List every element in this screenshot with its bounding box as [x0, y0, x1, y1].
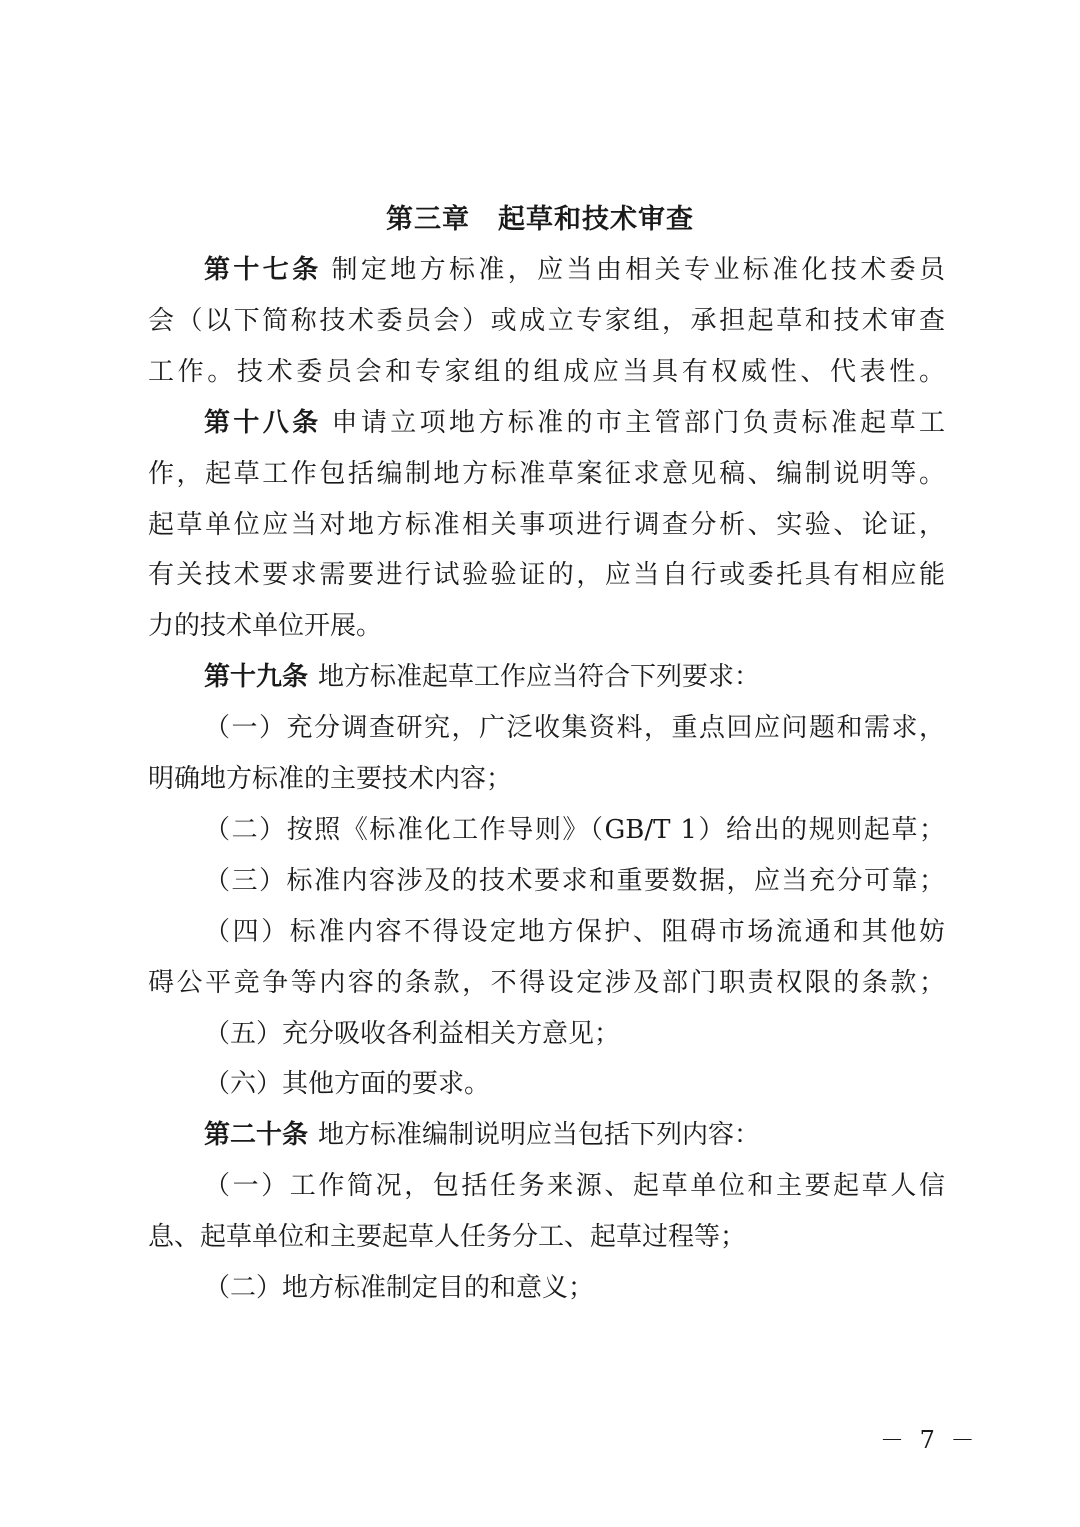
article-label: 第十八条 [204, 407, 322, 438]
line-text: 地方标准编制说明应当包括下列内容： [318, 1120, 761, 1151]
text-line [148, 301, 945, 341]
line-text: 作，起草工作包括编制地方标准草案征求意见稿、编制说明等。 [148, 458, 945, 489]
line-text: 力的技术单位开展。 [148, 611, 383, 642]
text-line [204, 657, 945, 697]
line-text: （二）按照《标准化工作导则》（GB/T 1）给出的规则起草； [204, 814, 945, 845]
text-line [148, 555, 945, 595]
text-line [204, 912, 945, 952]
article-label: 第十七条 [204, 255, 322, 285]
line-text: （一）充分调查研究，广泛收集资料，重点回应问题和需求， [204, 713, 945, 744]
line-text: （二）地方标准制定目的和意义； [204, 1273, 595, 1303]
line-text: （五）充分吸收各利益相关方意见； [204, 1018, 621, 1049]
article-label: 第二十条 [204, 1120, 309, 1151]
text-line [204, 403, 945, 443]
line-text: 有关技术要求需要进行试验验证的，应当自行或委托具有相应能 [148, 560, 945, 591]
text-line [204, 708, 945, 748]
line-text: （四）标准内容不得设定地方保护、阻碍市场流通和其他妨 [204, 916, 945, 947]
page-number: － 7 － [880, 1426, 979, 1454]
text-line [204, 1014, 945, 1054]
chapter-heading [0, 200, 1080, 240]
text-line [204, 1166, 945, 1206]
text-line [148, 759, 945, 799]
text-line [204, 1115, 945, 1155]
line-text: 地方标准起草工作应当符合下列要求： [318, 662, 761, 693]
line-text: （三）标准内容涉及的技术要求和重要数据，应当充分可靠； [204, 865, 945, 896]
line-text: 制定地方标准，应当由相关专业标准化技术委员 [331, 255, 945, 285]
line-text: 起草单位应当对地方标准相关事项进行调查分析、实验、论证， [148, 509, 945, 540]
text-line [204, 810, 945, 850]
line-text: 碍公平竞争等内容的条款，不得设定涉及部门职责权限的条款； [148, 967, 945, 998]
line-text: 工作。技术委员会和专家组的组成应当具有权威性、代表性。 [148, 356, 945, 387]
line-text: 申请立项地方标准的市主管部门负责标准起草工 [331, 407, 945, 438]
article-label: 第十九条 [204, 662, 309, 693]
text-line [148, 1217, 945, 1257]
chapter-number: 第三章 [386, 204, 470, 235]
text-line [148, 352, 945, 392]
text-line [148, 963, 945, 1003]
line-text: （六）其他方面的要求。 [204, 1069, 491, 1100]
text-line [204, 250, 945, 290]
line-text: 会（以下简称技术委员会）或成立专家组，承担起草和技术审查 [148, 305, 945, 336]
text-line [204, 861, 945, 901]
text-line [148, 505, 945, 545]
chapter-title: 起草和技术审查 [498, 204, 694, 235]
line-text: 明确地方标准的主要技术内容； [148, 764, 513, 794]
text-line [204, 1268, 945, 1308]
line-text: （一）工作简况，包括任务来源、起草单位和主要起草人信 [204, 1171, 945, 1202]
text-line [148, 454, 945, 494]
text-line [204, 1064, 945, 1104]
text-line [148, 606, 945, 646]
line-text: 息、起草单位和主要起草人任务分工、起草过程等； [148, 1222, 747, 1253]
